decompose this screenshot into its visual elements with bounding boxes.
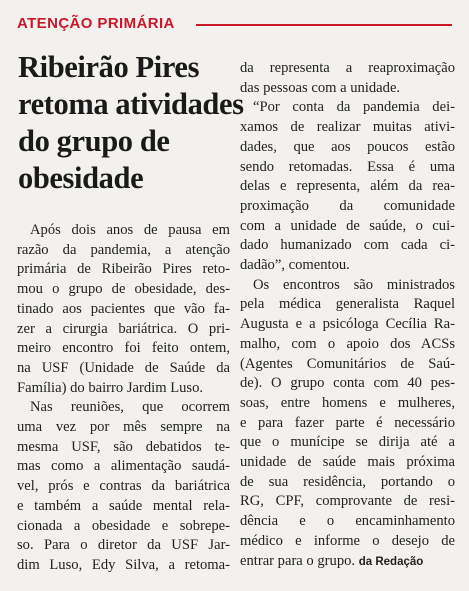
body-line: e para fazer parte é necessário — [240, 414, 455, 431]
body-line: tinado aos pacientes que vão fa- — [17, 300, 230, 317]
body-line: mas como a alimentação saudá- — [17, 458, 230, 475]
body-line: dades, que aos poucos estão — [240, 138, 455, 155]
body-line: dado humanizado com cada ci- — [240, 237, 455, 254]
body-line: proximação da comunidade — [240, 197, 455, 214]
body-line: soas, entre homens e mulheres, — [240, 394, 455, 411]
body-line: Nas reuniões, que ocorrem — [30, 399, 230, 416]
headline-line: Ribeirão Pires — [18, 50, 200, 84]
body-line: “Por conta da pandemia dei- — [253, 99, 455, 116]
body-line: que o munícipe se dirija até a — [240, 434, 455, 451]
article-body-right — [240, 59, 455, 572]
headline-line: do grupo de — [18, 124, 170, 158]
body-line: (Agentes Comunitários de Saú- — [240, 355, 455, 372]
body-line: dim Luso, Edy Silva, a retoma- — [17, 556, 230, 573]
body-line: das pessoas com a unidade. — [240, 79, 401, 96]
body-line: RG, CPF, comprovante de resi- — [240, 493, 455, 510]
body-line: na USF (Unidade de Saúde da — [17, 359, 230, 376]
headline-line: retoma atividades — [18, 87, 244, 121]
body-line: cionada a obesidade e sobrepe- — [17, 517, 230, 534]
headline-line: obesidade — [18, 161, 144, 195]
body-line: da representa a reaproximação — [240, 60, 455, 76]
body-line: mou o grupo de obesidade, des- — [17, 281, 230, 298]
article-body-left — [17, 221, 230, 576]
body-line: entrar para o grupo. — [240, 552, 356, 569]
body-line: dadão”, comentou. — [240, 257, 350, 274]
body-line: sendo retomadas. Essa é uma — [240, 158, 455, 175]
body-line: meiro encontro foi feito ontem, — [17, 340, 230, 357]
body-line: de). O grupo conta com 40 pes- — [240, 375, 455, 392]
section-header — [0, 0, 469, 40]
final-line — [240, 552, 455, 573]
body-line: Augusta e a psicóloga Cecília Ra- — [240, 316, 455, 333]
headline — [18, 49, 244, 197]
body-line: e também a saúde mental rela- — [17, 497, 230, 514]
body-line: uma vez por mês sempre na — [17, 419, 230, 436]
author-credit: da Redação — [358, 555, 424, 568]
section-divider — [196, 24, 452, 26]
right-column — [240, 59, 455, 572]
section-label: ATENÇÃO PRIMÁRIA — [17, 15, 175, 32]
body-line: so. Para o diretor da USF Jar- — [17, 537, 230, 554]
body-line: vel, prós e contras da bariátrica — [17, 478, 230, 495]
body-line: de sua residência, portando o — [240, 473, 455, 490]
body-line: com a unidade de saúde, o cui- — [240, 217, 455, 234]
body-line: médico e informe o desejo de — [240, 532, 455, 549]
body-line: zer a cirurgia bariátrica. O pri- — [17, 320, 230, 337]
body-line: Os encontros são ministrados — [253, 276, 455, 293]
body-line: unidade de saúde mais próxima — [240, 454, 455, 471]
body-line: xamos de realizar muitas ativi- — [240, 119, 455, 136]
body-line: dência e o encaminhamento — [240, 513, 455, 530]
body-line: Família) do bairro Jardim Luso. — [17, 379, 204, 396]
body-line: malho, com o apoio dos ACSs — [240, 335, 455, 352]
body-line: razão da pandemia, a atenção — [17, 241, 230, 258]
body-line: Após dois anos de pausa em — [30, 222, 230, 238]
body-line: pela médica generalista Raquel — [240, 296, 455, 313]
left-column — [17, 49, 244, 576]
body-line: primária de Ribeirão Pires reto- — [17, 261, 230, 278]
body-line: mesma USF, são debatidos te- — [17, 438, 230, 455]
body-line: delas e representa, além da rea- — [240, 178, 455, 195]
